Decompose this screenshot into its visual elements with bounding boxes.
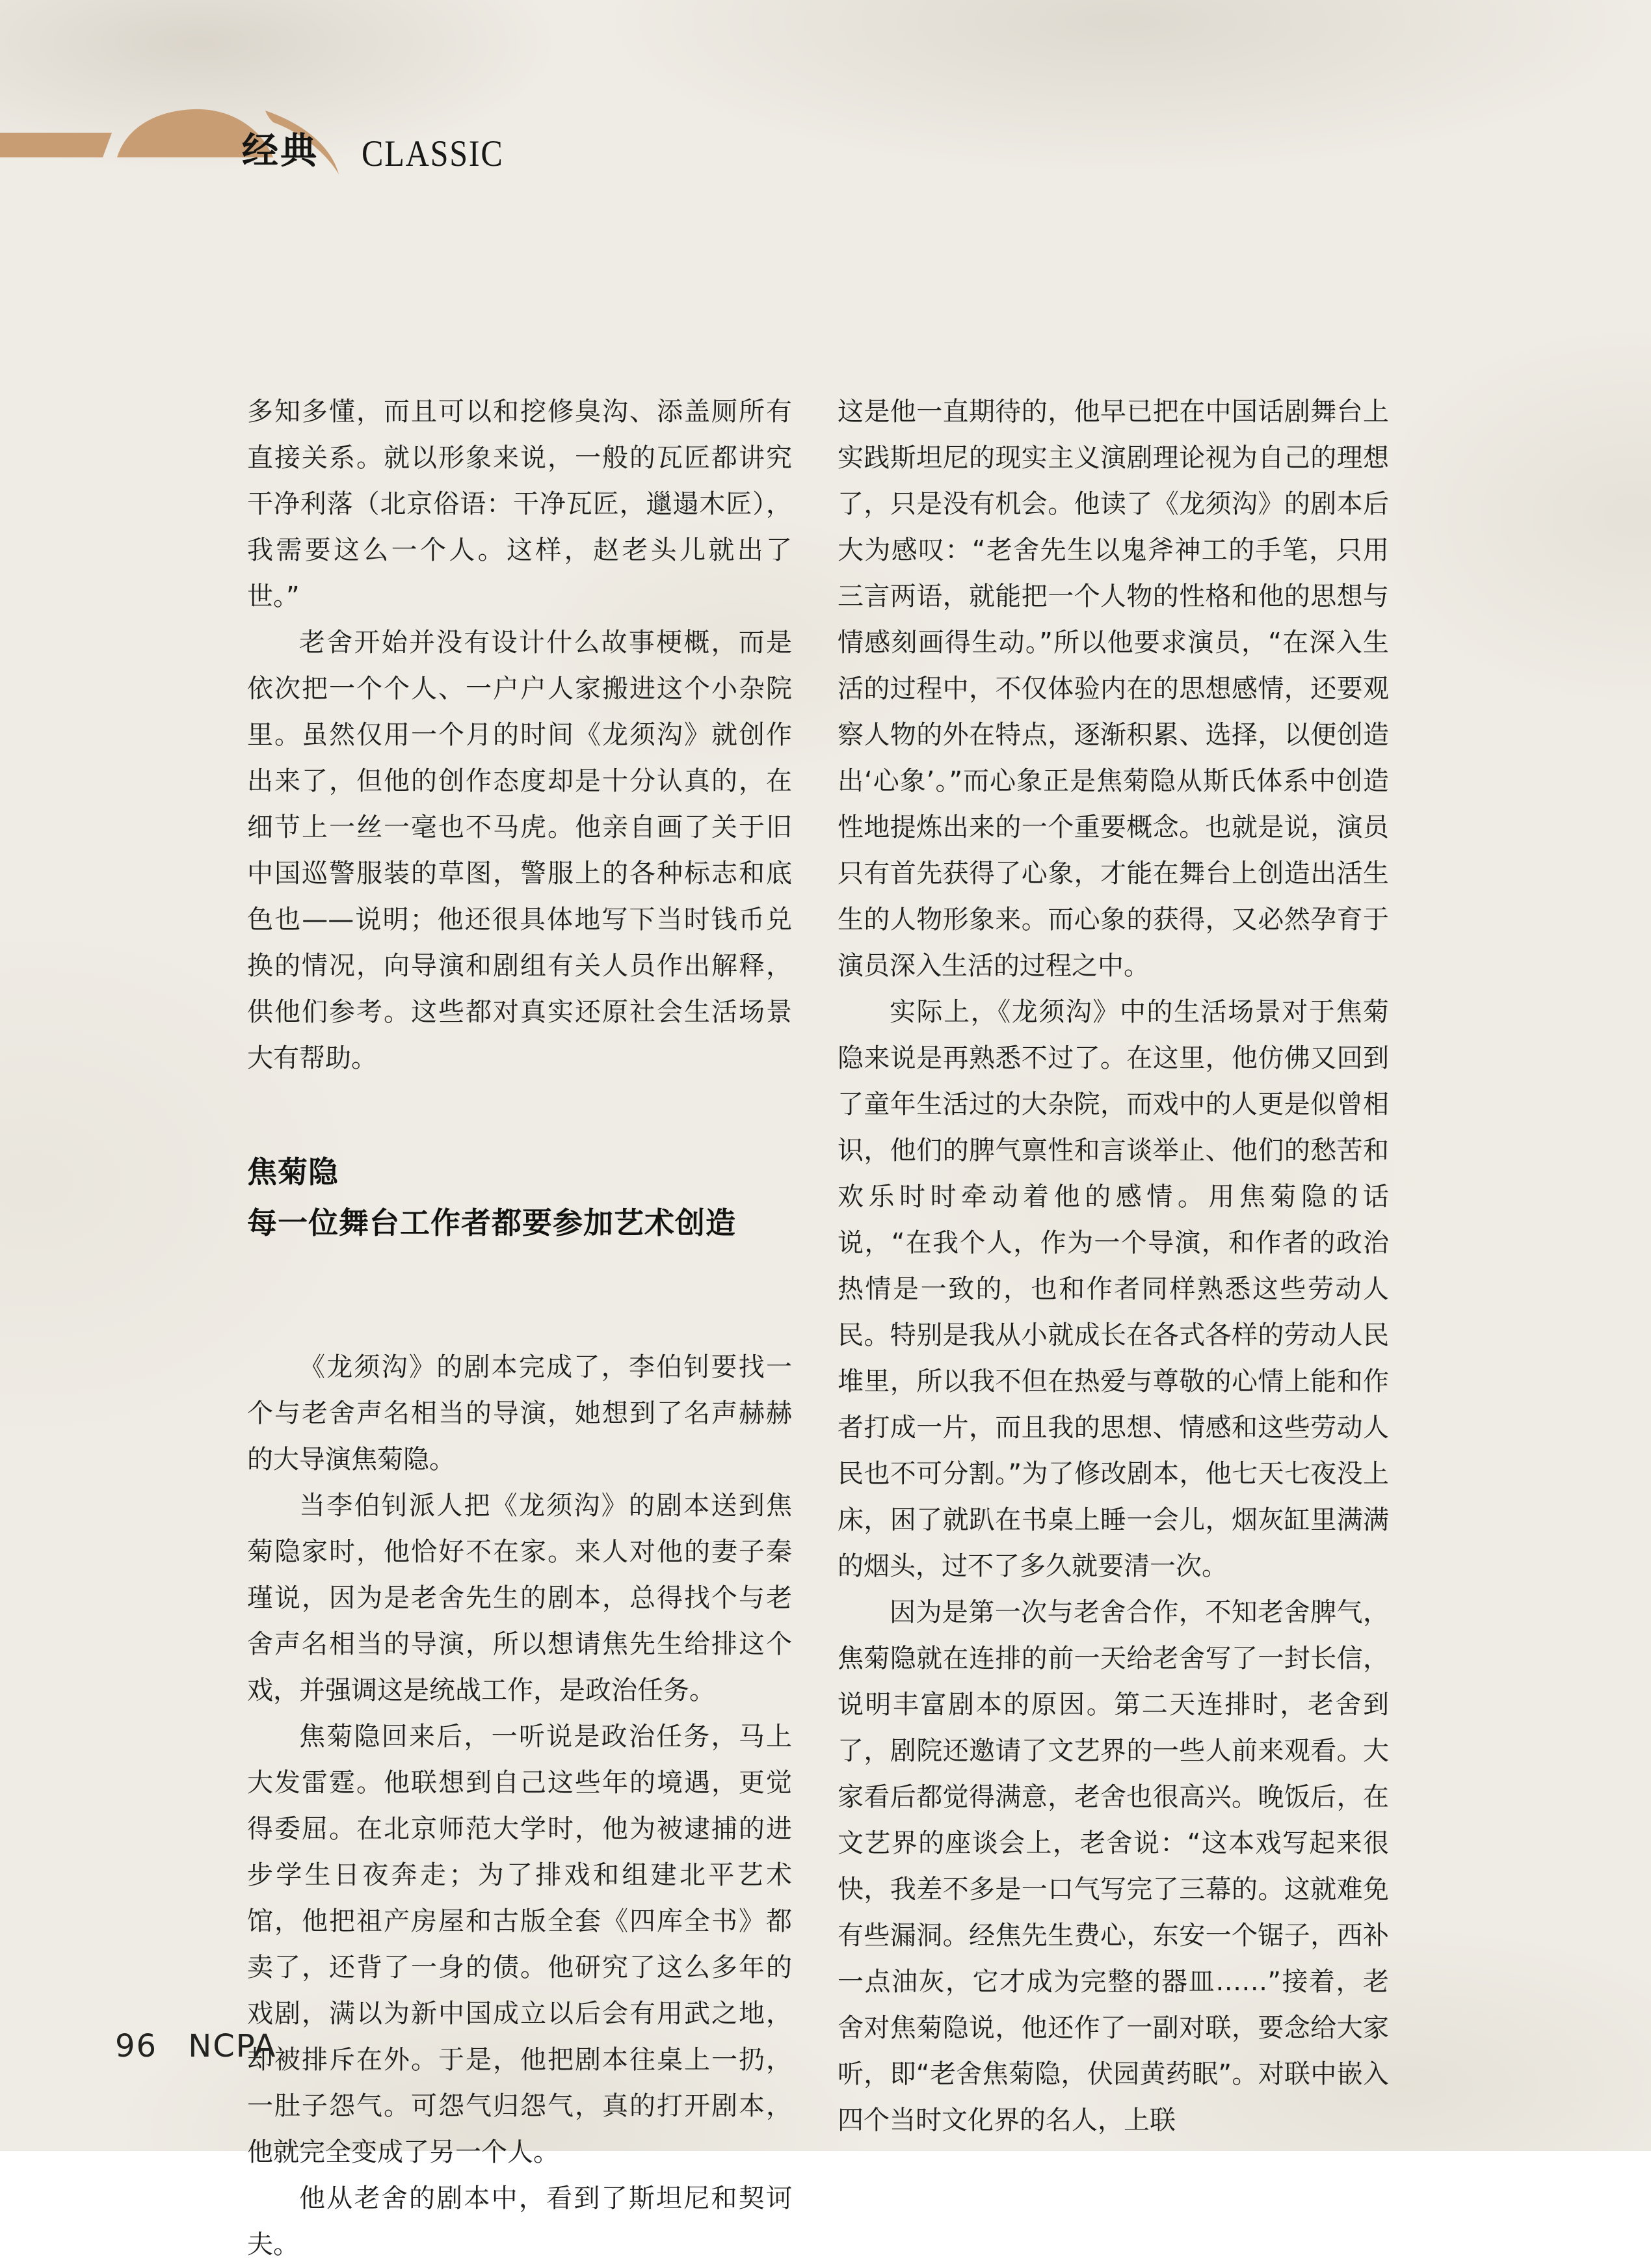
paragraph: 《龙须沟》的剧本完成了，李伯钊要找一个与老舍声名相当的导演，她想到了名声赫赫的大导演焦菊隐。 bbox=[247, 1352, 792, 1474]
paragraph: 这是他一直期待的，他早已把在中国话剧舞台上实践斯坦尼的现实主义演剧理论视为自己的理想了，只是没有机会。他读了《龙须沟》的剧本后大为感叹：“老舍先生以鬼斧神工的手笔，只用三言两语，就能把一个人物的性格和他的思想与情感刻画得生动。”所以他要求演员，“在深入生活的过程中，不仅体验内在的思想感情，还要观察人物的外在特点，逐渐积累、选择，以便创造出‘心象’。”而心象正是焦菊隐从斯氏体系中创造性地提炼出来的一个重要概念。也就是说，演员只有首先获得了心象，才能在舞台上创造出活生生的人物形象来。而心象的获得，又必然孕育于演员深入生活的过程之中。 bbox=[838, 397, 1389, 981]
section-label-en: CLASSIC bbox=[362, 133, 504, 174]
left-paragraphs-bottom bbox=[247, 1344, 792, 2268]
page-footer bbox=[115, 2028, 276, 2064]
paragraph: 他从老舍的剧本中，看到了斯坦尼和契诃夫。 bbox=[247, 2183, 792, 2260]
publication-name: NCPA bbox=[188, 2028, 277, 2064]
paragraph: 焦菊隐回来后，一听说是政治任务，马上大发雷霆。他联想到自己这些年的境遇，更觉得委屈。在北京师范大学时，他为被逮捕的进步学生日夜奔走；为了排戏和组建北平艺术馆，他把祖产房屋和古版全套《四库全书》都卖了，还背了一身的债。他研究了这么多年的戏剧，满以为新中国成立以后会有用武之地，却被排斥在外。于是，他把剧本往桌上一扔，一肚子怨气。可怨气归怨气，真的打开剧本，他就完全变成了另一个人。 bbox=[247, 1722, 792, 2167]
header-bar bbox=[0, 133, 112, 157]
paragraph: 当李伯钊派人把《龙须沟》的剧本送到焦菊隐家时，他恰好不在家。来人对他的妻子秦瑾说，因为是老舍先生的剧本，总得找个与老舍声名相当的导演，所以想请焦先生给排这个戏，并强调这是统战工作，是政治任务。 bbox=[247, 1491, 792, 1705]
page-number: 96 bbox=[115, 2028, 158, 2064]
paragraph: 实际上，《龙须沟》中的生活场景对于焦菊隐来说是再熟悉不过了。在这里，他仿佛又回到了童年生活过的大杂院，而戏中的人更是似曾相识，他们的脾气禀性和言谈举止、他们的愁苦和欢乐时时牵动着他的感情。用焦菊隐的话说，“在我个人，作为一个导演，和作者的政治热情是一致的，也和作者同样熟悉这些劳动人民。特别是我从小就成长在各式各样的劳动人民堆里，所以我不但在热爱与尊敬的心情上能和作者打成一片，而且我的思想、情感和这些劳动人民也不可分割。”为了修改剧本，他七天七夜没上床，困了就趴在书桌上睡一会儿，烟灰缸里满满的烟头，过不了多久就要清一次。 bbox=[838, 997, 1389, 1581]
paragraph: 老舍开始并没有设计什么故事梗概，而是依次把一个个人、一户户人家搬进这个小杂院里。虽然仅用一个月的时间《龙须沟》就创作出来了，但他的创作态度却是十分认真的，在细节上一丝一毫也不马虎。他亲自画了关于旧中国巡警服装的草图，警服上的各种标志和底色也——说明；他还很具体地写下当时钱币兑换的情况，向导演和剧组有关人员作出解释，供他们参考。这些都对真实还原社会生活场景大有帮助。 bbox=[247, 628, 792, 1073]
article-column-right bbox=[838, 389, 1389, 2144]
paragraph: 多知多懂，而且可以和挖修臭沟、添盖厕所有直接关系。就以形象来说，一般的瓦匠都讲究干净利落（北京俗语：干净瓦匠，邋遢木匠），我需要这么一个人。这样，赵老头儿就出了世。” bbox=[247, 397, 792, 611]
section-heading bbox=[247, 1147, 792, 1248]
right-paragraphs bbox=[838, 389, 1389, 2144]
heading-person-name: 焦菊隐 bbox=[247, 1154, 339, 1190]
article-column-left bbox=[247, 389, 792, 2268]
left-paragraphs-top bbox=[247, 389, 792, 1082]
section-label-cn: 经典 bbox=[242, 130, 319, 172]
paragraph: 因为是第一次与老舍合作，不知老舍脾气，焦菊隐就在连排的前一天给老舍写了一封长信，说明丰富剧本的原因。第二天连排时，老舍到了，剧院还邀请了文艺界的一些人前来观看。大家看后都觉得满意，老舍也很高兴。晚饭后，在文艺界的座谈会上，老舍说：“这本戏写起来很快，我差不多是一口气写完了三幕的。这就难免有些漏洞。经焦先生费心，东安一个锯子，西补一点油灰，它才成为完整的器皿……”接着，老舍对焦菊隐说，他还作了一副对联，要念给大家听，即“老舍焦菊隐，伏园黄药眠”。对联中嵌入四个当时文化界的名人，上联 bbox=[838, 1597, 1389, 2135]
heading-subtitle: 每一位舞台工作者都要参加艺术创造 bbox=[247, 1205, 736, 1240]
